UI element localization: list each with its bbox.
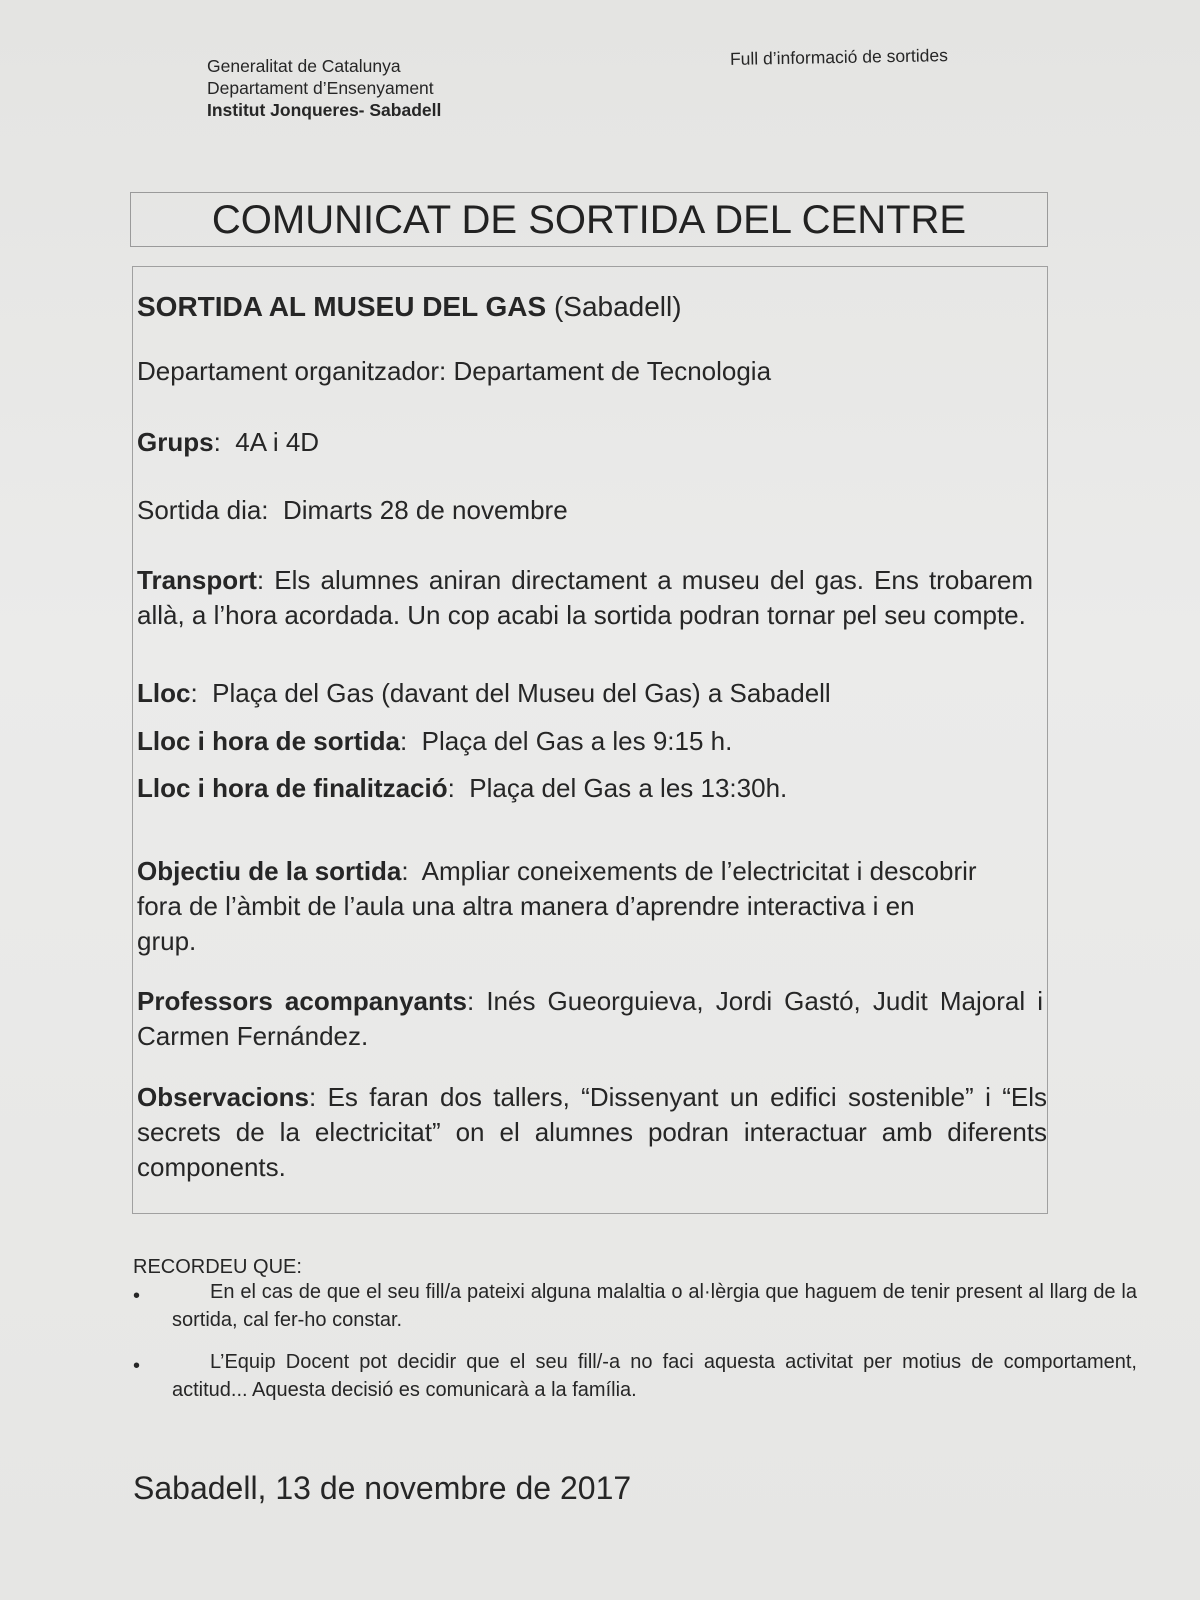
field-label: Transport <box>137 565 257 595</box>
field-value: Inés Gueorguieva, Jordi Gastó, Judit Majoral i Carmen Fernández. <box>137 986 1043 1051</box>
field-value: 4A i 4D <box>235 427 320 457</box>
org-line: Generalitat de Catalunya <box>207 56 401 76</box>
reminder-item: L’Equip Docent pot decidir que el seu fill/-a no faci aquesta activitat per motius de comportament, actitud... Aquesta decisió es comunicarà a la família. <box>172 1351 1137 1401</box>
groups-field: Grups: 4A i 4D <box>137 427 320 457</box>
field-label: Lloc i hora de finalització <box>137 773 448 803</box>
signoff-date: Sabadell, 13 de novembre de 2017 <box>133 1470 632 1506</box>
trip-name-text: SORTIDA AL MUSEU DEL GAS <box>137 291 547 322</box>
org-line: Departament d’Ensenyament <box>207 78 434 98</box>
document-title: COMUNICAT DE SORTIDA DEL CENTRE <box>130 192 1048 247</box>
field-value: Plaça del Gas a les 9:15 h. <box>421 726 733 756</box>
field-label: Departament organitzador: <box>137 356 447 386</box>
bullet-icon: • <box>133 1285 141 1307</box>
end-field: Lloc i hora de finalització: Plaça del Gas a les 13:30h. <box>137 773 788 803</box>
notes-field: Observacions: Es faran dos tallers, “Dissenyant un edifici sostenible” i “Els secrets de la electricitat” on el alumnes podran interactuar amb diferents components. <box>137 1082 1047 1182</box>
field-value: Plaça del Gas a les 13:30h. <box>469 773 788 803</box>
departure-field: Lloc i hora de sortida: Plaça del Gas a les 9:15 h. <box>137 726 733 756</box>
field-label: Lloc i hora de sortida <box>137 726 400 756</box>
document-type: Full d’informació de sortides <box>729 45 949 69</box>
field-label: Grups <box>137 427 214 457</box>
field-value: Dimarts 28 de novembre <box>282 495 568 525</box>
date-field <box>137 493 568 528</box>
field-label: Professors acompanyants <box>137 986 467 1016</box>
field-value: Ampliar coneixements de l’electricitat i descobrir fora de l’àmbit de l’aula una altra manera d’aprendre interactiva i en grup. <box>137 856 977 956</box>
organization-header <box>207 55 441 121</box>
bullet-icon: • <box>133 1355 141 1377</box>
teachers-field: Professors acompanyants: Inés Gueorguieva, Jordi Gastó, Judit Majoral i Carmen Fernández. <box>137 986 1043 1051</box>
transport-field: Transport: Els alumnes aniran directament a museu del gas. Ens trobarem allà, a l’hora acordada. Un cop acabi la sortida podran tornar pel seu compte. <box>137 565 1033 630</box>
trip-name-suffix: (Sabadell) <box>553 291 682 322</box>
department-field <box>137 354 771 389</box>
school-name: Institut Jonqueres- Sabadell <box>207 100 442 120</box>
field-value: Es faran dos tallers, “Dissenyant un edifici sostenible” i “Els secrets de la electricitat” on el alumnes podran interactuar amb diferents components. <box>137 1082 1047 1182</box>
field-label: Observacions <box>137 1082 309 1112</box>
field-value: Departament de Tecnologia <box>453 356 772 386</box>
reminder-heading: RECORDEU QUE: <box>133 1256 302 1278</box>
field-label: Lloc <box>137 678 191 708</box>
field-value: Plaça del Gas (davant del Museu del Gas) a Sabadell <box>212 678 831 708</box>
objective-field: Objectiu de la sortida: Ampliar coneixements de l’electricitat i descobrir fora de l’àmbit de l’aula una altra manera d’aprendre interactiva i en grup. <box>137 856 977 956</box>
field-label: Objectiu de la sortida <box>137 856 402 886</box>
place-field: Lloc: Plaça del Gas (davant del Museu del Gas) a Sabadell <box>137 678 831 708</box>
reminder-item: En el cas de que el seu fill/a pateixi alguna malaltia o al·lèrgia que haguem de tenir present al llarg de la sortida, cal fer-ho constar. <box>172 1281 1137 1331</box>
field-value: Els alumnes aniran directament a museu del gas. Ens trobarem allà, a l’hora acordada. Un cop acabi la sortida podran tornar pel seu compte. <box>137 565 1033 630</box>
field-label: Sortida dia: <box>137 495 269 525</box>
trip-name <box>137 289 682 324</box>
